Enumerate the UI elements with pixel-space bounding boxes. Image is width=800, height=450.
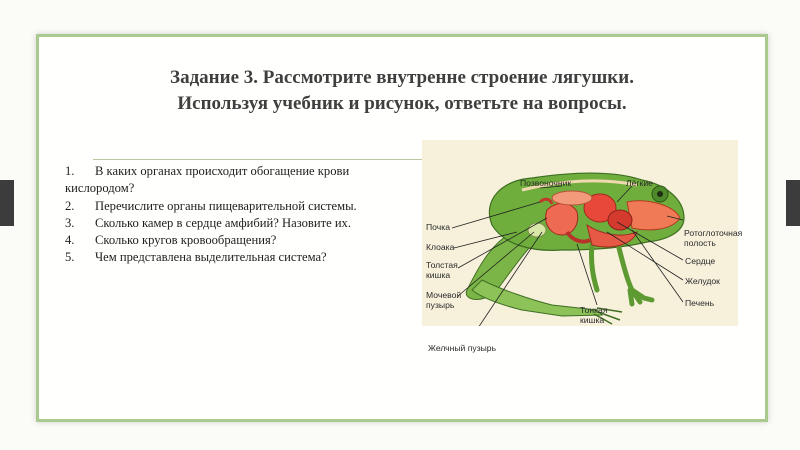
question-item: 5. Чем представлена выделительная система? [65, 250, 327, 265]
frog-anatomy-figure [422, 140, 743, 353]
question-item: 3. Сколько камер в сердце амфибий? Назовите их. [65, 215, 352, 230]
label-small-intestine: Тонкая кишка [580, 305, 608, 325]
label-cloaca: Клоака [426, 242, 455, 252]
label-stomach: Желудок [685, 276, 720, 286]
divider-line [93, 159, 453, 160]
slide-frame [36, 34, 768, 422]
question-item: 1. В каких органах происходит обогащение крови кислородом? [65, 164, 350, 196]
right-edge-bar [786, 180, 800, 226]
label-kidney: Почка [426, 222, 450, 232]
question-item: 4. Сколько кругов кровообращения? [65, 233, 277, 248]
title-line-2: Используя учебник и рисунок, ответьте на вопросы. [177, 93, 627, 114]
label-heart: Сердце [685, 256, 716, 266]
label-liver: Печень [685, 298, 715, 308]
question-item: 2. Перечислите органы пищеварительной системы. [65, 198, 357, 213]
label-large-intestine: Толстая кишка [426, 260, 458, 280]
label-gallbladder: Желчный пузырь [428, 343, 497, 353]
left-edge-bar [0, 180, 14, 226]
slide-title [39, 65, 765, 117]
label-lungs: Лёгкие [626, 178, 653, 188]
label-spine: Позвоночник [520, 178, 572, 188]
label-oral-cavity: Ротоглоточная полость [684, 228, 743, 248]
questions-list [65, 163, 405, 267]
label-bladder: Мочевой пузырь [426, 290, 462, 310]
title-line-1: Задание 3. Рассмотрите внутренне строение лягушки. [170, 67, 634, 88]
